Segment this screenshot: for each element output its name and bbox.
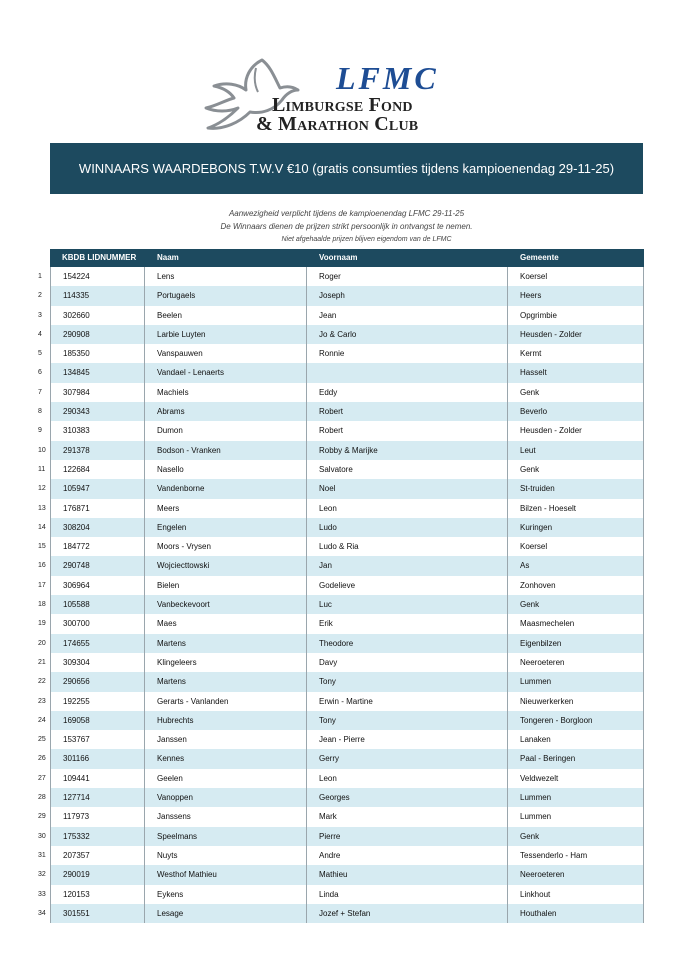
cell-naam: Nuyts — [145, 846, 307, 865]
table-row — [30, 672, 644, 691]
cell-voornaam: Leon — [307, 769, 508, 788]
table-row — [30, 827, 644, 846]
table-row — [30, 788, 644, 807]
cell-voornaam: Joseph — [307, 286, 508, 305]
row-cells — [50, 499, 644, 518]
row-number: 17 — [38, 581, 46, 589]
row-cells — [50, 885, 644, 904]
cell-voornaam: Ronnie — [307, 344, 508, 363]
row-cells — [50, 672, 644, 691]
table-row — [30, 460, 644, 479]
row-cells — [50, 267, 644, 286]
cell-gemeente: Tongeren - Borgloon — [508, 711, 644, 730]
table-row — [30, 518, 644, 537]
cell-naam: Machiels — [145, 383, 307, 402]
cell-naam: Bodson - Vranken — [145, 441, 307, 460]
table-row — [30, 383, 644, 402]
cell-naam: Westhof Mathieu — [145, 865, 307, 884]
cell-lidnummer: 120153 — [50, 885, 145, 904]
cell-gemeente: Nieuwerkerken — [508, 692, 644, 711]
cell-gemeente: Houthalen — [508, 904, 644, 923]
cell-lidnummer: 127714 — [50, 788, 145, 807]
cell-gemeente: Bilzen - Hoeselt — [508, 499, 644, 518]
cell-lidnummer: 117973 — [50, 807, 145, 826]
row-cells — [50, 363, 644, 382]
cell-gemeente: Koersel — [508, 267, 644, 286]
table-row — [30, 576, 644, 595]
header-lidnummer: KBDB LIDNUMMER — [62, 253, 137, 262]
note-unclaimed: Niet afgehaalde prijzen blijven eigendom van de LFMC — [281, 236, 452, 243]
table-row — [30, 730, 644, 749]
row-number: 2 — [38, 292, 42, 300]
cell-naam: Geelen — [145, 769, 307, 788]
row-number: 8 — [38, 408, 42, 416]
cell-lidnummer: 114335 — [50, 286, 145, 305]
cell-naam: Engelen — [145, 518, 307, 537]
row-number: 32 — [38, 871, 46, 879]
row-number: 14 — [38, 523, 46, 531]
cell-gemeente: Tessenderlo - Ham — [508, 846, 644, 865]
cell-gemeente: Lanaken — [508, 730, 644, 749]
row-cells — [50, 576, 644, 595]
cell-lidnummer: 290019 — [50, 865, 145, 884]
cell-naam: Vandenborne — [145, 479, 307, 498]
row-number: 26 — [38, 755, 46, 763]
row-number: 27 — [38, 774, 46, 782]
cell-voornaam: Luc — [307, 595, 508, 614]
cell-gemeente: Lummen — [508, 788, 644, 807]
row-number: 30 — [38, 832, 46, 840]
row-number: 9 — [38, 427, 42, 435]
row-number: 13 — [38, 504, 46, 512]
row-cells — [50, 865, 644, 884]
row-cells — [50, 402, 644, 421]
cell-naam: Portugaels — [145, 286, 307, 305]
row-cells — [50, 634, 644, 653]
cell-gemeente: Leut — [508, 441, 644, 460]
row-number: 34 — [38, 909, 46, 917]
cell-lidnummer: 174655 — [50, 634, 145, 653]
cell-voornaam: Tony — [307, 711, 508, 730]
cell-naam: Eykens — [145, 885, 307, 904]
cell-voornaam: Noel — [307, 479, 508, 498]
table-row — [30, 556, 644, 575]
cell-naam: Janssens — [145, 807, 307, 826]
cell-gemeente: Veldwezelt — [508, 769, 644, 788]
note-attendance: Aanwezigheid verplicht tijdens de kampioenendag LFMC 29-11-25 — [228, 209, 465, 218]
cell-voornaam: Mark — [307, 807, 508, 826]
cell-voornaam: Linda — [307, 885, 508, 904]
row-number: 10 — [38, 446, 46, 454]
table-row — [30, 325, 644, 344]
row-number: 16 — [38, 562, 46, 570]
cell-gemeente: Lummen — [508, 672, 644, 691]
cell-lidnummer: 105588 — [50, 595, 145, 614]
table-row — [30, 537, 644, 556]
cell-lidnummer: 134845 — [50, 363, 145, 382]
row-cells — [50, 769, 644, 788]
table-row — [30, 479, 644, 498]
row-number: 33 — [38, 890, 46, 898]
cell-naam: Klingeleers — [145, 653, 307, 672]
club-logo — [200, 56, 450, 136]
cell-voornaam: Ludo & Ria — [307, 537, 508, 556]
row-number: 3 — [38, 311, 42, 319]
cell-lidnummer: 105947 — [50, 479, 145, 498]
cell-gemeente: Heers — [508, 286, 644, 305]
cell-naam: Lesage — [145, 904, 307, 923]
cell-voornaam: Davy — [307, 653, 508, 672]
cell-gemeente: Paal - Beringen — [508, 749, 644, 768]
row-cells — [50, 556, 644, 575]
table-row — [30, 421, 644, 440]
cell-naam: Moors - Vrysen — [145, 537, 307, 556]
cell-lidnummer: 192255 — [50, 692, 145, 711]
cell-lidnummer: 307984 — [50, 383, 145, 402]
cell-naam: Janssen — [145, 730, 307, 749]
cell-voornaam — [307, 363, 508, 382]
logo-title: LFMC — [336, 60, 439, 96]
cell-naam: Nasello — [145, 460, 307, 479]
logo-subtitle-1: Limburgse Fond — [272, 94, 413, 116]
row-number: 18 — [38, 601, 46, 609]
row-number: 25 — [38, 736, 46, 744]
cell-naam: Lens — [145, 267, 307, 286]
row-cells — [50, 306, 644, 325]
cell-voornaam: Tony — [307, 672, 508, 691]
row-cells — [50, 846, 644, 865]
row-cells — [50, 653, 644, 672]
cell-naam: Meers — [145, 499, 307, 518]
row-cells — [50, 383, 644, 402]
row-cells — [50, 692, 644, 711]
note-personal: De Winnaars dienen de prijzen strikt persoonlijk in ontvangst te nemen. — [220, 222, 473, 231]
cell-voornaam: Jo & Carlo — [307, 325, 508, 344]
table-body — [30, 267, 644, 923]
cell-gemeente: Zonhoven — [508, 576, 644, 595]
cell-voornaam: Godelieve — [307, 576, 508, 595]
table-row — [30, 614, 644, 633]
cell-lidnummer: 290908 — [50, 325, 145, 344]
cell-voornaam: Pierre — [307, 827, 508, 846]
row-cells — [50, 788, 644, 807]
cell-naam: Martens — [145, 672, 307, 691]
row-number: 5 — [38, 350, 42, 358]
row-cells — [50, 286, 644, 305]
row-cells — [50, 827, 644, 846]
cell-voornaam: Eddy — [307, 383, 508, 402]
cell-lidnummer: 308204 — [50, 518, 145, 537]
cell-lidnummer: 310383 — [50, 421, 145, 440]
table-row — [30, 692, 644, 711]
cell-voornaam: Jozef + Stefan — [307, 904, 508, 923]
cell-naam: Hubrechts — [145, 711, 307, 730]
header-voornaam: Voornaam — [319, 253, 358, 262]
cell-lidnummer: 122684 — [50, 460, 145, 479]
row-cells — [50, 518, 644, 537]
cell-gemeente: Lummen — [508, 807, 644, 826]
row-number: 4 — [38, 330, 42, 338]
row-number: 20 — [38, 639, 46, 647]
cell-lidnummer: 300700 — [50, 614, 145, 633]
cell-lidnummer: 153767 — [50, 730, 145, 749]
cell-gemeente: Maasmechelen — [508, 614, 644, 633]
table-row — [30, 749, 644, 768]
row-cells — [50, 441, 644, 460]
table-row — [30, 595, 644, 614]
table-row — [30, 769, 644, 788]
header-gemeente: Gemeente — [520, 253, 559, 262]
cell-voornaam: Salvatore — [307, 460, 508, 479]
cell-lidnummer: 301551 — [50, 904, 145, 923]
cell-voornaam: Roger — [307, 267, 508, 286]
row-number: 19 — [38, 620, 46, 628]
cell-voornaam: Leon — [307, 499, 508, 518]
row-cells — [50, 614, 644, 633]
cell-gemeente: Heusden - Zolder — [508, 325, 644, 344]
row-number: 22 — [38, 678, 46, 686]
cell-voornaam: Jan — [307, 556, 508, 575]
cell-naam: Wojciecttowski — [145, 556, 307, 575]
row-number: 31 — [38, 851, 46, 859]
table-row — [30, 885, 644, 904]
row-cells — [50, 807, 644, 826]
banner-title: WINNAARS WAARDEBONS T.W.V €10 (gratis consumties tijdens kampioenendag 29-11-25) — [50, 143, 643, 194]
cell-gemeente: Opgrimbie — [508, 306, 644, 325]
cell-lidnummer: 290748 — [50, 556, 145, 575]
table-row — [30, 499, 644, 518]
row-number: 12 — [38, 485, 46, 493]
table-row — [30, 904, 644, 923]
table-row — [30, 363, 644, 382]
cell-lidnummer: 175332 — [50, 827, 145, 846]
table-row — [30, 286, 644, 305]
cell-naam: Beelen — [145, 306, 307, 325]
cell-naam: Dumon — [145, 421, 307, 440]
table-row — [30, 865, 644, 884]
header-naam: Naam — [157, 253, 179, 262]
cell-gemeente: Neeroeteren — [508, 865, 644, 884]
cell-gemeente: Genk — [508, 383, 644, 402]
cell-gemeente: Eigenbilzen — [508, 634, 644, 653]
cell-lidnummer: 301166 — [50, 749, 145, 768]
table-row — [30, 441, 644, 460]
table-row — [30, 807, 644, 826]
row-cells — [50, 479, 644, 498]
cell-lidnummer: 306964 — [50, 576, 145, 595]
row-cells — [50, 421, 644, 440]
cell-voornaam: Robert — [307, 421, 508, 440]
cell-lidnummer: 109441 — [50, 769, 145, 788]
cell-gemeente: Beverlo — [508, 402, 644, 421]
cell-naam: Gerarts - Vanlanden — [145, 692, 307, 711]
cell-voornaam: Jean - Pierre — [307, 730, 508, 749]
table-row — [30, 402, 644, 421]
cell-gemeente: Kermt — [508, 344, 644, 363]
table-row — [30, 306, 644, 325]
cell-gemeente: Hasselt — [508, 363, 644, 382]
row-number: 23 — [38, 697, 46, 705]
cell-naam: Martens — [145, 634, 307, 653]
table-row — [30, 634, 644, 653]
cell-lidnummer: 207357 — [50, 846, 145, 865]
row-number: 6 — [38, 369, 42, 377]
cell-naam: Bielen — [145, 576, 307, 595]
cell-lidnummer: 291378 — [50, 441, 145, 460]
cell-lidnummer: 176871 — [50, 499, 145, 518]
cell-lidnummer: 290656 — [50, 672, 145, 691]
cell-naam: Abrams — [145, 402, 307, 421]
cell-naam: Kennes — [145, 749, 307, 768]
row-number: 28 — [38, 794, 46, 802]
row-number: 1 — [38, 273, 42, 280]
table-row — [30, 846, 644, 865]
cell-lidnummer: 185350 — [50, 344, 145, 363]
winners-table — [30, 249, 644, 923]
cell-gemeente: Linkhout — [508, 885, 644, 904]
cell-voornaam: Erwin - Martine — [307, 692, 508, 711]
table-header — [50, 249, 644, 267]
cell-gemeente: Neeroeteren — [508, 653, 644, 672]
table-row — [30, 344, 644, 363]
row-cells — [50, 537, 644, 556]
cell-voornaam: Robby & Marijke — [307, 441, 508, 460]
cell-voornaam: Robert — [307, 402, 508, 421]
cell-lidnummer: 154224 — [50, 267, 145, 286]
cell-naam: Vandael - Lenaerts — [145, 363, 307, 382]
cell-gemeente: Genk — [508, 460, 644, 479]
row-cells — [50, 904, 644, 923]
cell-lidnummer: 184772 — [50, 537, 145, 556]
row-number: 21 — [38, 658, 46, 666]
logo-subtitle-2: & Marathon Club — [256, 113, 419, 135]
cell-lidnummer: 290343 — [50, 402, 145, 421]
cell-gemeente: Genk — [508, 595, 644, 614]
row-number: 15 — [38, 543, 46, 551]
cell-voornaam: Theodore — [307, 634, 508, 653]
row-number: 24 — [38, 716, 46, 724]
cell-lidnummer: 302660 — [50, 306, 145, 325]
cell-gemeente: Koersel — [508, 537, 644, 556]
cell-voornaam: Mathieu — [307, 865, 508, 884]
cell-naam: Vanbeckevoort — [145, 595, 307, 614]
row-cells — [50, 730, 644, 749]
cell-voornaam: Andre — [307, 846, 508, 865]
row-cells — [50, 711, 644, 730]
cell-gemeente: As — [508, 556, 644, 575]
cell-gemeente: St-truiden — [508, 479, 644, 498]
cell-voornaam: Georges — [307, 788, 508, 807]
cell-naam: Larbie Luyten — [145, 325, 307, 344]
cell-voornaam: Ludo — [307, 518, 508, 537]
table-row — [30, 711, 644, 730]
row-cells — [50, 460, 644, 479]
row-number: 7 — [38, 388, 42, 396]
cell-voornaam: Erik — [307, 614, 508, 633]
cell-naam: Vanoppen — [145, 788, 307, 807]
row-cells — [50, 749, 644, 768]
row-number: 11 — [38, 465, 46, 473]
cell-gemeente: Genk — [508, 827, 644, 846]
cell-voornaam: Jean — [307, 306, 508, 325]
cell-gemeente: Heusden - Zolder — [508, 421, 644, 440]
table-row — [30, 267, 644, 286]
cell-naam: Vanspauwen — [145, 344, 307, 363]
row-cells — [50, 325, 644, 344]
cell-naam: Speelmans — [145, 827, 307, 846]
row-cells — [50, 595, 644, 614]
cell-voornaam: Gerry — [307, 749, 508, 768]
row-cells — [50, 344, 644, 363]
row-number: 29 — [38, 813, 46, 821]
cell-gemeente: Kuringen — [508, 518, 644, 537]
table-row — [30, 653, 644, 672]
cell-lidnummer: 169058 — [50, 711, 145, 730]
cell-lidnummer: 309304 — [50, 653, 145, 672]
cell-naam: Maes — [145, 614, 307, 633]
